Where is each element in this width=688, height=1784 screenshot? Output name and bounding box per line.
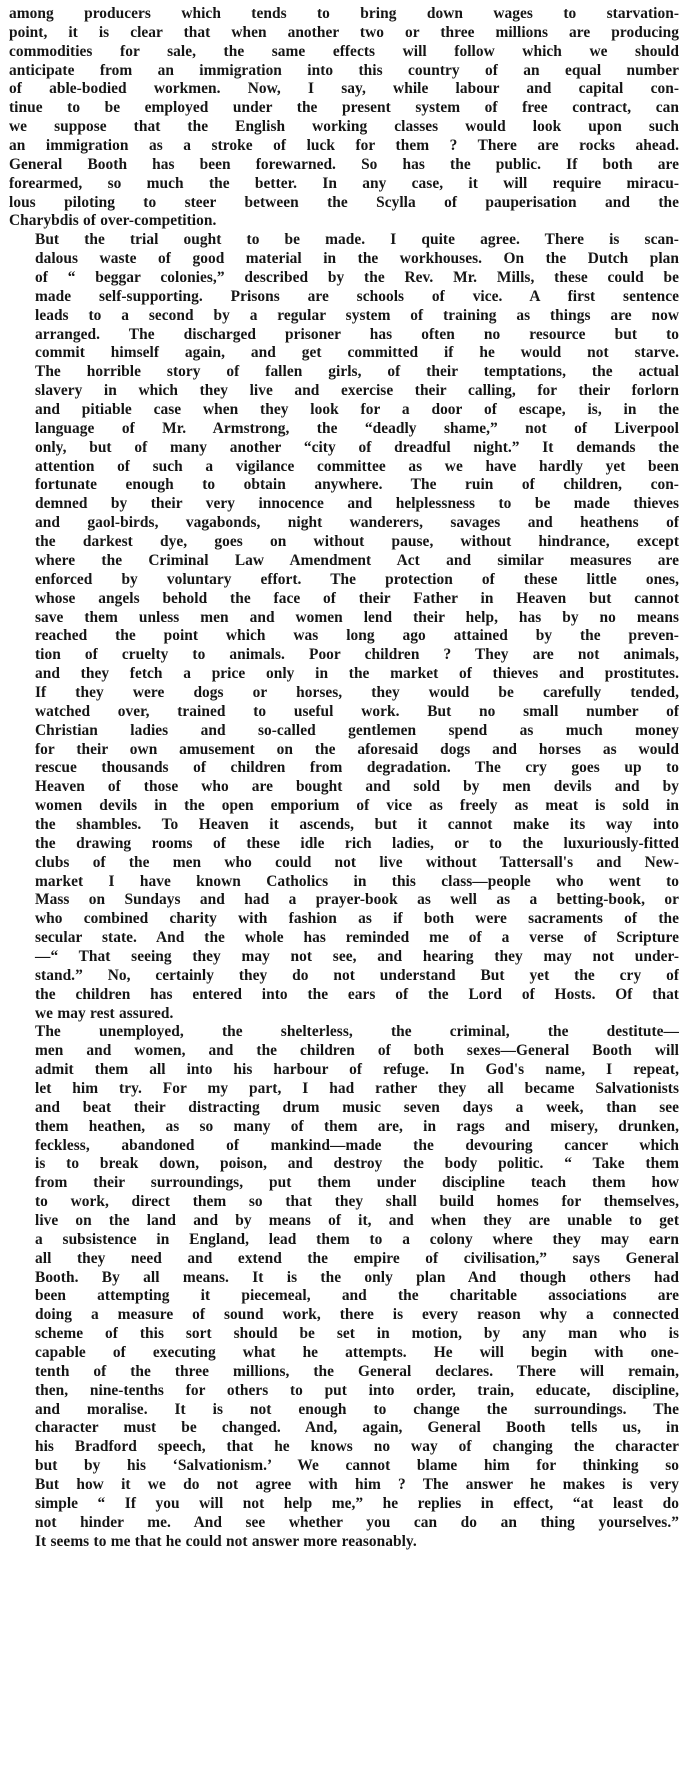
text-line: of “ beggar colonies,” described by the Rev. Mr. Mills, these could be bbox=[35, 269, 679, 287]
text-line: If they were dogs or horses, they would be carefully tended, bbox=[35, 683, 679, 701]
text-line: the darkest dye, goes on without pause, without hindrance, except bbox=[35, 533, 679, 551]
text-line: attention of such a vigilance committee as we have hardly yet been bbox=[35, 457, 679, 475]
text-line: leads to a second by a regular system of training as things are now bbox=[35, 306, 679, 324]
text-line: a subsistence in England, lead them to a colony where they may earn bbox=[35, 1230, 679, 1248]
text-line: language of Mr. Armstrong, the “deadly shame,” not of Liverpool bbox=[35, 419, 679, 437]
text-line: rescue thousands of children from degradation. The cry goes up to bbox=[35, 759, 679, 777]
text-line: character must be changed. And, again, General Booth tells us, in bbox=[35, 1419, 679, 1437]
text-line: from their surroundings, put them under discipline teach them how bbox=[35, 1174, 679, 1192]
text-line: and beat their distracting drum music seven days a week, than see bbox=[35, 1098, 679, 1116]
text-line: the children has entered into the ears of the Lord of Hosts. Of that bbox=[35, 985, 679, 1003]
text-line: we may rest assured. bbox=[35, 1004, 174, 1022]
text-line: then, nine-tenths for others to put into order, train, educate, discipline, bbox=[35, 1381, 679, 1399]
text-line: the shambles. To Heaven it ascends, but it cannot make its way into bbox=[35, 815, 679, 833]
text-line: tenth of the three millions, the General declares. There will remain, bbox=[35, 1362, 679, 1380]
text-line: of able-bodied workmen. Now, I say, while labour and capital con- bbox=[9, 80, 679, 98]
text-line: them heathen, as so many of them are, in rags and misery, drunken, bbox=[35, 1117, 679, 1135]
article-paragraph bbox=[9, 231, 679, 1023]
text-line: for their own amusement on the aforesaid dogs and horses as would bbox=[35, 740, 679, 758]
text-line: anticipate from an immigration into this country of an equal number bbox=[9, 61, 679, 79]
text-line: tion of cruelty to animals. Poor children ? They are not animals, bbox=[35, 646, 679, 664]
text-line: whose angels behold the face of their Father in Heaven but cannot bbox=[35, 589, 679, 607]
text-line: secular state. And the whole has reminded me of a verse of Scripture bbox=[35, 929, 679, 947]
text-line: The horrible story of fallen girls, of their temptations, the actual bbox=[35, 363, 679, 381]
text-line: all they need and extend the empire of civilisation,” says General bbox=[35, 1249, 679, 1267]
text-line: his Bradford speech, that he knows no way of changing the character bbox=[35, 1438, 679, 1456]
text-line: the drawing rooms of these idle rich ladies, or to the luxuriously-fitted bbox=[35, 834, 679, 852]
article-paragraph bbox=[9, 5, 679, 231]
text-line: —“ That seeing they may not see, and hearing they may not under- bbox=[35, 947, 679, 965]
text-line: and moralise. It is not enough to change the surroundings. The bbox=[35, 1400, 679, 1418]
text-line: admit them all into his harbour of refuge. In God's name, I repeat, bbox=[35, 1061, 679, 1079]
text-line: Heaven of those who are bought and sold by men devils and by bbox=[35, 778, 679, 796]
text-line: commodities for sale, the same effects will follow which we should bbox=[9, 42, 679, 60]
text-line: made self-supporting. Prisons are schools of vice. A first sentence bbox=[35, 287, 679, 305]
text-line: an immigration as a stroke of luck for them ? There are rocks ahead. bbox=[9, 137, 679, 155]
text-line: but by his ‘Salvationism.’ We cannot blame him for thinking so bbox=[35, 1457, 679, 1475]
text-line: dalous waste of good material in the workhouses. On the Dutch plan bbox=[35, 250, 679, 268]
text-line: to work, direct them so that they shall build homes for themselves, bbox=[35, 1193, 679, 1211]
article-paragraph bbox=[9, 1023, 679, 1551]
text-line: let him try. For my part, I had rather they all became Salvationists bbox=[35, 1079, 679, 1097]
text-line: capable of executing what he attempts. He will begin with one- bbox=[35, 1344, 679, 1362]
text-line: and they fetch a price only in the market of thieves and prostitutes. bbox=[35, 665, 679, 683]
text-line: among producers which tends to bring down wages to starvation- bbox=[9, 5, 679, 22]
text-line: slavery in which they live and exercise their calling, for their forlorn bbox=[35, 382, 679, 400]
text-line: who combined charity with fashion as if both were sacraments of the bbox=[35, 910, 679, 928]
text-line: we suppose that the English working classes would look upon such bbox=[9, 118, 679, 136]
text-line: arranged. The discharged prisoner has often no resource but to bbox=[35, 325, 679, 343]
text-line: simple “ If you will not help me,” he replies in effect, “at least do bbox=[35, 1494, 679, 1512]
text-line: The unemployed, the shelterless, the criminal, the destitute— bbox=[35, 1023, 679, 1041]
text-line: commit himself again, and get committed if he would not starve. bbox=[35, 344, 679, 362]
text-line: not hinder me. And see whether you can do an thing yourselves.” bbox=[35, 1513, 679, 1531]
text-line: But the trial ought to be made. I quite agree. There is scan- bbox=[35, 231, 679, 249]
text-line: live on the land and by means of it, and when they are unable to get bbox=[35, 1212, 679, 1229]
text-line: reached the point which was long ago attained by the preven- bbox=[35, 627, 679, 645]
text-line: women devils in the open emporium of vice as freely as meat is sold in bbox=[35, 797, 679, 815]
text-line: It seems to me that he could not answer more reasonably. bbox=[35, 1532, 417, 1550]
text-line: scheme of this sort should be set in motion, by any man who is bbox=[35, 1325, 679, 1343]
text-line: tinue to be employed under the present system of free contract, can bbox=[9, 99, 679, 117]
text-line: men and women, and the children of both sexes—General Booth will bbox=[35, 1042, 679, 1060]
text-line: only, but of many another “city of dreadful night.” It demands the bbox=[35, 438, 679, 456]
article-body bbox=[9, 5, 679, 1551]
text-line: clubs of the men who could not live without Tattersall's and New- bbox=[35, 853, 679, 871]
text-line: But how it we do not agree with him ? The answer he makes is very bbox=[35, 1476, 679, 1494]
text-line: doing a measure of sound work, there is every reason why a connected bbox=[35, 1306, 679, 1324]
text-line: save them unless men and women lend their help, has by no means bbox=[35, 608, 679, 626]
text-line: market I have known Catholics in this class—people who went to bbox=[35, 872, 679, 890]
text-line: fortunate enough to obtain anywhere. The ruin of children, con- bbox=[35, 476, 679, 494]
text-line: Charybdis of over-competition. bbox=[9, 212, 217, 230]
text-line: Booth. By all means. It is the only plan And though others had bbox=[35, 1268, 679, 1286]
text-line: and gaol-birds, vagabonds, night wanderers, savages and heathens of bbox=[35, 514, 679, 532]
text-line: point, it is clear that when another two or three millions are producing bbox=[9, 23, 679, 41]
text-line: demned by their very innocence and helplessness to be made thieves bbox=[35, 495, 679, 513]
text-line: been attempting it piecemeal, and the charitable associations are bbox=[35, 1287, 679, 1305]
text-line: Christian ladies and so-called gentlemen spend as much money bbox=[35, 721, 679, 739]
text-line: Mass on Sundays and had a prayer-book as well as a betting-book, or bbox=[35, 891, 679, 909]
text-line: where the Criminal Law Amendment Act and similar measures are bbox=[35, 551, 679, 569]
text-line: lous piloting to steer between the Scylla of pauperisation and the bbox=[9, 193, 679, 211]
text-line: forearmed, so much the better. In any case, it will require miracu- bbox=[9, 174, 679, 192]
text-line: feckless, abandoned of mankind—made the devouring cancer which bbox=[35, 1136, 679, 1154]
text-line: General Booth has been forewarned. So has the public. If both are bbox=[9, 155, 679, 173]
text-line: stand.” No, certainly they do not understand But yet the cry of bbox=[35, 966, 679, 984]
text-line: and pitiable case when they look for a door of escape, is, in the bbox=[35, 401, 679, 419]
text-line: watched over, trained to useful work. But no small number of bbox=[35, 702, 679, 720]
text-line: enforced by voluntary effort. The protection of these little ones, bbox=[35, 570, 679, 588]
text-line: is to break down, poison, and destroy the body politic. “ Take them bbox=[35, 1155, 679, 1173]
